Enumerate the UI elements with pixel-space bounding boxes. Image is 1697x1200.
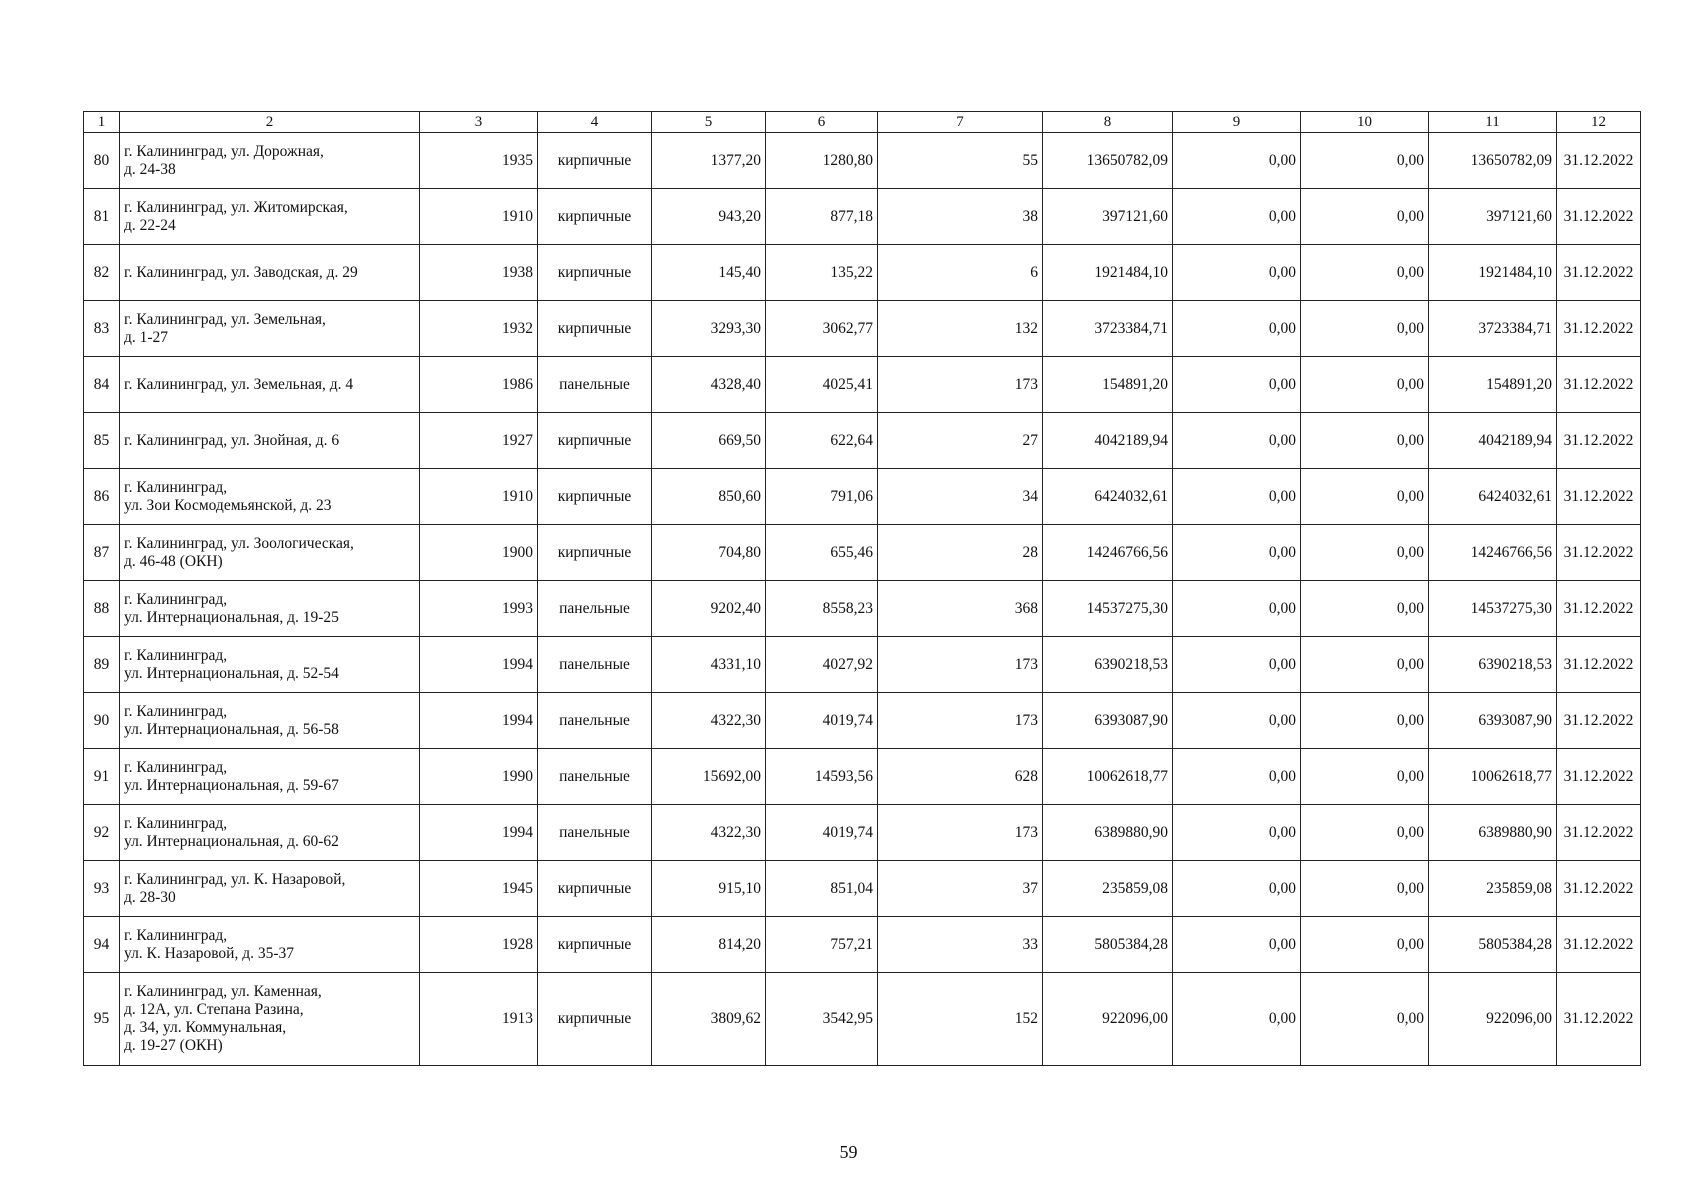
column-number-row — [84, 112, 1641, 133]
table-row — [84, 973, 1641, 1066]
cell-cost-fund: 0,00 — [1173, 749, 1301, 805]
cell-cost-other: 397121,60 — [1429, 189, 1557, 245]
cell-wall-material: кирпичные — [538, 133, 652, 189]
cell-address: г. Калининград, ул. Интернациональная, д. 60-62 — [120, 805, 420, 861]
cell-deadline: 31.12.2022 — [1557, 301, 1641, 357]
cell-total-area: 145,40 — [652, 245, 766, 301]
cell-row-number: 93 — [84, 861, 120, 917]
cell-residents: 152 — [878, 973, 1043, 1066]
cell-deadline: 31.12.2022 — [1557, 413, 1641, 469]
cell-cost-other: 922096,00 — [1429, 973, 1557, 1066]
cell-living-area: 655,46 — [766, 525, 878, 581]
cell-cost-other: 14246766,56 — [1429, 525, 1557, 581]
cell-row-number: 92 — [84, 805, 120, 861]
cell-cost-budget: 0,00 — [1301, 973, 1429, 1066]
cell-wall-material: панельные — [538, 581, 652, 637]
cell-residents: 173 — [878, 693, 1043, 749]
cell-year-built: 1993 — [420, 581, 538, 637]
cell-wall-material: панельные — [538, 357, 652, 413]
cell-row-number: 82 — [84, 245, 120, 301]
cell-living-area: 4019,74 — [766, 805, 878, 861]
cell-cost-total: 5805384,28 — [1043, 917, 1173, 973]
cell-total-area: 669,50 — [652, 413, 766, 469]
cell-address: г. Калининград, ул. Интернациональная, д. 19-25 — [120, 581, 420, 637]
cell-living-area: 1280,80 — [766, 133, 878, 189]
cell-cost-other: 1921484,10 — [1429, 245, 1557, 301]
cell-row-number: 86 — [84, 469, 120, 525]
cell-cost-other: 14537275,30 — [1429, 581, 1557, 637]
cell-cost-budget: 0,00 — [1301, 133, 1429, 189]
cell-cost-fund: 0,00 — [1173, 133, 1301, 189]
cell-total-area: 4328,40 — [652, 357, 766, 413]
cell-living-area: 791,06 — [766, 469, 878, 525]
cell-residents: 132 — [878, 301, 1043, 357]
cell-row-number: 94 — [84, 917, 120, 973]
table-row — [84, 357, 1641, 413]
cell-total-area: 15692,00 — [652, 749, 766, 805]
cell-cost-other: 6389880,90 — [1429, 805, 1557, 861]
cell-cost-fund: 0,00 — [1173, 525, 1301, 581]
cell-address: г. Калининград, ул. Каменная, д. 12А, ул. Степана Разина, д. 34, ул. Коммунальная, д. 19-27 (ОКН) — [120, 973, 420, 1066]
cell-address: г. Калининград, ул. Зои Космодемьянской, д. 23 — [120, 469, 420, 525]
table-row — [84, 693, 1641, 749]
cell-living-area: 135,22 — [766, 245, 878, 301]
cell-address: г. Калининград, ул. Дорожная, д. 24-38 — [120, 133, 420, 189]
cell-cost-budget: 0,00 — [1301, 189, 1429, 245]
table-row — [84, 133, 1641, 189]
cell-wall-material: кирпичные — [538, 861, 652, 917]
cell-residents: 38 — [878, 189, 1043, 245]
cell-cost-other: 6390218,53 — [1429, 637, 1557, 693]
cell-wall-material: панельные — [538, 805, 652, 861]
cell-total-area: 3293,30 — [652, 301, 766, 357]
cell-wall-material: панельные — [538, 693, 652, 749]
column-number-8: 8 — [1043, 112, 1173, 133]
cell-year-built: 1990 — [420, 749, 538, 805]
cell-cost-fund: 0,00 — [1173, 693, 1301, 749]
table-row — [84, 301, 1641, 357]
cell-year-built: 1913 — [420, 973, 538, 1066]
cell-living-area: 3062,77 — [766, 301, 878, 357]
cell-cost-other: 6393087,90 — [1429, 693, 1557, 749]
cell-wall-material: кирпичные — [538, 973, 652, 1066]
cell-residents: 34 — [878, 469, 1043, 525]
cell-cost-total: 6393087,90 — [1043, 693, 1173, 749]
table-row — [84, 581, 1641, 637]
cell-cost-budget: 0,00 — [1301, 581, 1429, 637]
cell-cost-total: 10062618,77 — [1043, 749, 1173, 805]
cell-year-built: 1938 — [420, 245, 538, 301]
cell-year-built: 1994 — [420, 693, 538, 749]
cell-wall-material: кирпичные — [538, 245, 652, 301]
cell-address: г. Калининград, ул. Знойная, д. 6 — [120, 413, 420, 469]
column-number-10: 10 — [1301, 112, 1429, 133]
cell-living-area: 622,64 — [766, 413, 878, 469]
cell-residents: 33 — [878, 917, 1043, 973]
cell-year-built: 1928 — [420, 917, 538, 973]
cell-residents: 55 — [878, 133, 1043, 189]
cell-year-built: 1994 — [420, 637, 538, 693]
table-row — [84, 245, 1641, 301]
cell-total-area: 9202,40 — [652, 581, 766, 637]
data-table — [83, 111, 1641, 1066]
cell-cost-total: 235859,08 — [1043, 861, 1173, 917]
cell-row-number: 90 — [84, 693, 120, 749]
table-row — [84, 917, 1641, 973]
cell-deadline: 31.12.2022 — [1557, 637, 1641, 693]
cell-row-number: 84 — [84, 357, 120, 413]
cell-living-area: 8558,23 — [766, 581, 878, 637]
cell-cost-fund: 0,00 — [1173, 189, 1301, 245]
cell-address: г. Калининград, ул. Зоологическая, д. 46-48 (ОКН) — [120, 525, 420, 581]
cell-cost-other: 10062618,77 — [1429, 749, 1557, 805]
cell-cost-total: 14537275,30 — [1043, 581, 1173, 637]
cell-cost-total: 14246766,56 — [1043, 525, 1173, 581]
cell-deadline: 31.12.2022 — [1557, 693, 1641, 749]
cell-deadline: 31.12.2022 — [1557, 973, 1641, 1066]
cell-cost-fund: 0,00 — [1173, 861, 1301, 917]
table-row — [84, 637, 1641, 693]
cell-total-area: 4322,30 — [652, 693, 766, 749]
cell-cost-fund: 0,00 — [1173, 917, 1301, 973]
cell-cost-total: 13650782,09 — [1043, 133, 1173, 189]
cell-row-number: 89 — [84, 637, 120, 693]
cell-address: г. Калининград, ул. Житомирская, д. 22-24 — [120, 189, 420, 245]
cell-address: г. Калининград, ул. Интернациональная, д. 59-67 — [120, 749, 420, 805]
cell-total-area: 3809,62 — [652, 973, 766, 1066]
cell-residents: 173 — [878, 357, 1043, 413]
cell-deadline: 31.12.2022 — [1557, 917, 1641, 973]
cell-cost-fund: 0,00 — [1173, 357, 1301, 413]
cell-cost-budget: 0,00 — [1301, 917, 1429, 973]
cell-cost-total: 922096,00 — [1043, 973, 1173, 1066]
cell-total-area: 1377,20 — [652, 133, 766, 189]
cell-year-built: 1994 — [420, 805, 538, 861]
cell-living-area: 14593,56 — [766, 749, 878, 805]
cell-cost-total: 1921484,10 — [1043, 245, 1173, 301]
page-number: 59 — [839, 1142, 858, 1162]
cell-cost-fund: 0,00 — [1173, 301, 1301, 357]
cell-row-number: 87 — [84, 525, 120, 581]
cell-wall-material: кирпичные — [538, 189, 652, 245]
column-number-12: 12 — [1557, 112, 1641, 133]
cell-cost-other: 154891,20 — [1429, 357, 1557, 413]
cell-deadline: 31.12.2022 — [1557, 805, 1641, 861]
cell-cost-fund: 0,00 — [1173, 469, 1301, 525]
cell-cost-other: 6424032,61 — [1429, 469, 1557, 525]
cell-year-built: 1932 — [420, 301, 538, 357]
column-number-1: 1 — [84, 112, 120, 133]
cell-address: г. Калининград, ул. К. Назаровой, д. 28-30 — [120, 861, 420, 917]
cell-cost-budget: 0,00 — [1301, 469, 1429, 525]
cell-deadline: 31.12.2022 — [1557, 861, 1641, 917]
cell-cost-total: 154891,20 — [1043, 357, 1173, 413]
cell-living-area: 4025,41 — [766, 357, 878, 413]
cell-year-built: 1927 — [420, 413, 538, 469]
cell-deadline: 31.12.2022 — [1557, 469, 1641, 525]
cell-cost-budget: 0,00 — [1301, 357, 1429, 413]
column-number-4: 4 — [538, 112, 652, 133]
cell-cost-budget: 0,00 — [1301, 749, 1429, 805]
column-number-7: 7 — [878, 112, 1043, 133]
cell-address: г. Калининград, ул. Земельная, д. 1-27 — [120, 301, 420, 357]
cell-cost-budget: 0,00 — [1301, 805, 1429, 861]
cell-total-area: 4322,30 — [652, 805, 766, 861]
cell-year-built: 1910 — [420, 469, 538, 525]
cell-deadline: 31.12.2022 — [1557, 749, 1641, 805]
table-row — [84, 749, 1641, 805]
cell-year-built: 1945 — [420, 861, 538, 917]
cell-year-built: 1935 — [420, 133, 538, 189]
cell-cost-budget: 0,00 — [1301, 245, 1429, 301]
table-row — [84, 189, 1641, 245]
cell-cost-fund: 0,00 — [1173, 245, 1301, 301]
column-number-11: 11 — [1429, 112, 1557, 133]
cell-cost-budget: 0,00 — [1301, 301, 1429, 357]
column-number-5: 5 — [652, 112, 766, 133]
column-number-2: 2 — [120, 112, 420, 133]
cell-year-built: 1986 — [420, 357, 538, 413]
cell-row-number: 81 — [84, 189, 120, 245]
cell-address: г. Калининград, ул. Земельная, д. 4 — [120, 357, 420, 413]
cell-cost-total: 6424032,61 — [1043, 469, 1173, 525]
cell-cost-total: 3723384,71 — [1043, 301, 1173, 357]
cell-cost-budget: 0,00 — [1301, 693, 1429, 749]
cell-year-built: 1910 — [420, 189, 538, 245]
cell-residents: 173 — [878, 805, 1043, 861]
cell-wall-material: панельные — [538, 749, 652, 805]
cell-residents: 6 — [878, 245, 1043, 301]
cell-residents: 173 — [878, 637, 1043, 693]
cell-address: г. Калининград, ул. Интернациональная, д. 52-54 — [120, 637, 420, 693]
cell-wall-material: панельные — [538, 637, 652, 693]
cell-living-area: 877,18 — [766, 189, 878, 245]
cell-total-area: 814,20 — [652, 917, 766, 973]
table-row — [84, 805, 1641, 861]
cell-residents: 27 — [878, 413, 1043, 469]
cell-cost-fund: 0,00 — [1173, 413, 1301, 469]
cell-cost-total: 6390218,53 — [1043, 637, 1173, 693]
table-body — [84, 133, 1641, 1066]
cell-cost-total: 397121,60 — [1043, 189, 1173, 245]
cell-cost-fund: 0,00 — [1173, 637, 1301, 693]
cell-deadline: 31.12.2022 — [1557, 357, 1641, 413]
cell-residents: 628 — [878, 749, 1043, 805]
cell-total-area: 704,80 — [652, 525, 766, 581]
cell-row-number: 83 — [84, 301, 120, 357]
cell-cost-other: 5805384,28 — [1429, 917, 1557, 973]
column-number-6: 6 — [766, 112, 878, 133]
table-row — [84, 469, 1641, 525]
column-number-9: 9 — [1173, 112, 1301, 133]
cell-cost-other: 13650782,09 — [1429, 133, 1557, 189]
cell-living-area: 4019,74 — [766, 693, 878, 749]
cell-row-number: 91 — [84, 749, 120, 805]
cell-cost-budget: 0,00 — [1301, 637, 1429, 693]
cell-wall-material: кирпичные — [538, 301, 652, 357]
cell-year-built: 1900 — [420, 525, 538, 581]
cell-row-number: 85 — [84, 413, 120, 469]
cell-living-area: 757,21 — [766, 917, 878, 973]
cell-cost-fund: 0,00 — [1173, 581, 1301, 637]
column-number-3: 3 — [420, 112, 538, 133]
cell-row-number: 95 — [84, 973, 120, 1066]
cell-cost-other: 3723384,71 — [1429, 301, 1557, 357]
cell-deadline: 31.12.2022 — [1557, 581, 1641, 637]
cell-wall-material: кирпичные — [538, 413, 652, 469]
cell-cost-fund: 0,00 — [1173, 805, 1301, 861]
cell-deadline: 31.12.2022 — [1557, 245, 1641, 301]
cell-row-number: 88 — [84, 581, 120, 637]
cell-total-area: 915,10 — [652, 861, 766, 917]
cell-wall-material: кирпичные — [538, 469, 652, 525]
cell-address: г. Калининград, ул. К. Назаровой, д. 35-37 — [120, 917, 420, 973]
cell-cost-other: 235859,08 — [1429, 861, 1557, 917]
cell-residents: 37 — [878, 861, 1043, 917]
cell-row-number: 80 — [84, 133, 120, 189]
cell-cost-fund: 0,00 — [1173, 973, 1301, 1066]
cell-total-area: 850,60 — [652, 469, 766, 525]
cell-address: г. Калининград, ул. Заводская, д. 29 — [120, 245, 420, 301]
cell-living-area: 3542,95 — [766, 973, 878, 1066]
table-row — [84, 861, 1641, 917]
cell-cost-other: 4042189,94 — [1429, 413, 1557, 469]
cell-deadline: 31.12.2022 — [1557, 133, 1641, 189]
cell-cost-budget: 0,00 — [1301, 525, 1429, 581]
cell-residents: 28 — [878, 525, 1043, 581]
cell-residents: 368 — [878, 581, 1043, 637]
cell-deadline: 31.12.2022 — [1557, 525, 1641, 581]
cell-cost-budget: 0,00 — [1301, 413, 1429, 469]
table-row — [84, 413, 1641, 469]
cell-cost-total: 4042189,94 — [1043, 413, 1173, 469]
cell-wall-material: кирпичные — [538, 525, 652, 581]
cell-living-area: 851,04 — [766, 861, 878, 917]
cell-total-area: 943,20 — [652, 189, 766, 245]
cell-deadline: 31.12.2022 — [1557, 189, 1641, 245]
cell-wall-material: кирпичные — [538, 917, 652, 973]
cell-address: г. Калининград, ул. Интернациональная, д. 56-58 — [120, 693, 420, 749]
table-row — [84, 525, 1641, 581]
cell-total-area: 4331,10 — [652, 637, 766, 693]
cell-cost-budget: 0,00 — [1301, 861, 1429, 917]
cell-living-area: 4027,92 — [766, 637, 878, 693]
cell-cost-total: 6389880,90 — [1043, 805, 1173, 861]
